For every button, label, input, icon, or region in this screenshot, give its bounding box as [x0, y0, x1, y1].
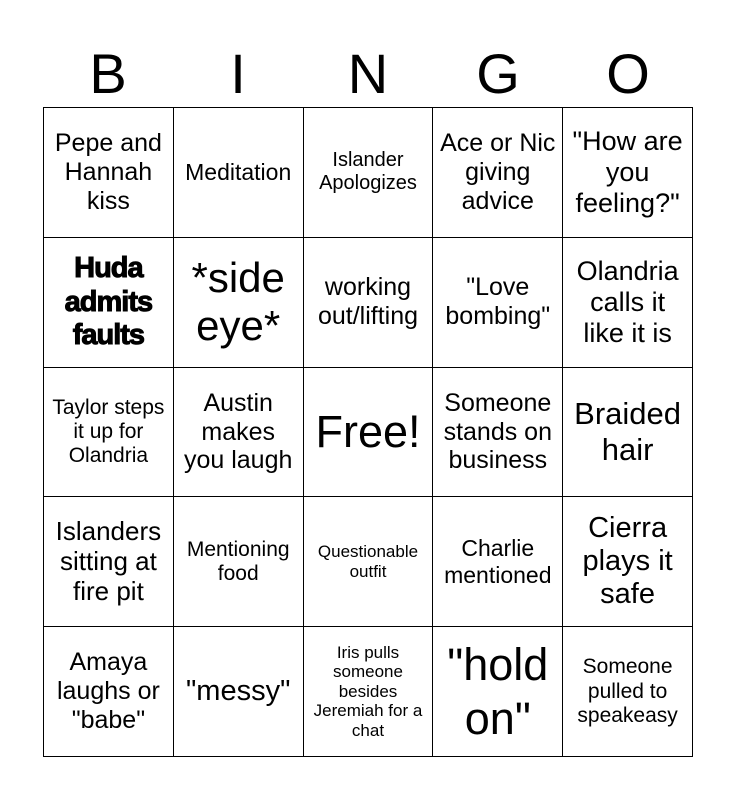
bingo-cell[interactable]: Someone stands on business [433, 368, 563, 498]
bingo-cell[interactable]: Pepe and Hannah kiss [44, 108, 174, 238]
header-letter-g: G [476, 42, 520, 105]
header-letter-b: B [89, 42, 127, 105]
bingo-cell[interactable]: Ace or Nic giving advice [433, 108, 563, 238]
header-letter-o: O [606, 42, 650, 105]
bingo-cell[interactable]: Amaya laughs or "babe" [44, 627, 174, 757]
bingo-cell[interactable]: Meditation [174, 108, 304, 238]
bingo-cell[interactable]: "Love bombing" [433, 238, 563, 368]
bingo-grid [43, 107, 693, 757]
bingo-cell[interactable]: Huda admits faults [44, 238, 174, 368]
bingo-cell[interactable]: "How are you feeling?" [563, 108, 693, 238]
bingo-cell[interactable]: Someone pulled to speakeasy [563, 627, 693, 757]
bingo-cell[interactable]: Islanders sitting at fire pit [44, 497, 174, 627]
bingo-cell[interactable]: Olandria calls it like it is [563, 238, 693, 368]
bingo-cell[interactable]: Iris pulls someone besides Jeremiah for a chat [304, 627, 434, 757]
bingo-cell[interactable]: Austin makes you laugh [174, 368, 304, 498]
bingo-cell[interactable]: Braided hair [563, 368, 693, 498]
bingo-cell[interactable]: "hold on" [433, 627, 563, 757]
bingo-cell[interactable]: Cierra plays it safe [563, 497, 693, 627]
bingo-cell[interactable]: Taylor steps it up for Olandria [44, 368, 174, 498]
bingo-cell[interactable]: Charlie mentioned [433, 497, 563, 627]
bingo-header [43, 40, 693, 108]
bingo-cell[interactable]: working out/lifting [304, 238, 434, 368]
bingo-cell[interactable]: *side eye* [174, 238, 304, 368]
bingo-cell[interactable]: "messy" [174, 627, 304, 757]
bingo-cell-free[interactable]: Free! [304, 368, 434, 498]
bingo-cell[interactable]: Mentioning food [174, 497, 304, 627]
header-letter-n: N [347, 42, 389, 105]
bingo-cell[interactable]: Islander Apologizes [304, 108, 434, 238]
header-letter-i: I [230, 42, 246, 105]
bingo-cell[interactable]: Questionable outfit [304, 497, 434, 627]
